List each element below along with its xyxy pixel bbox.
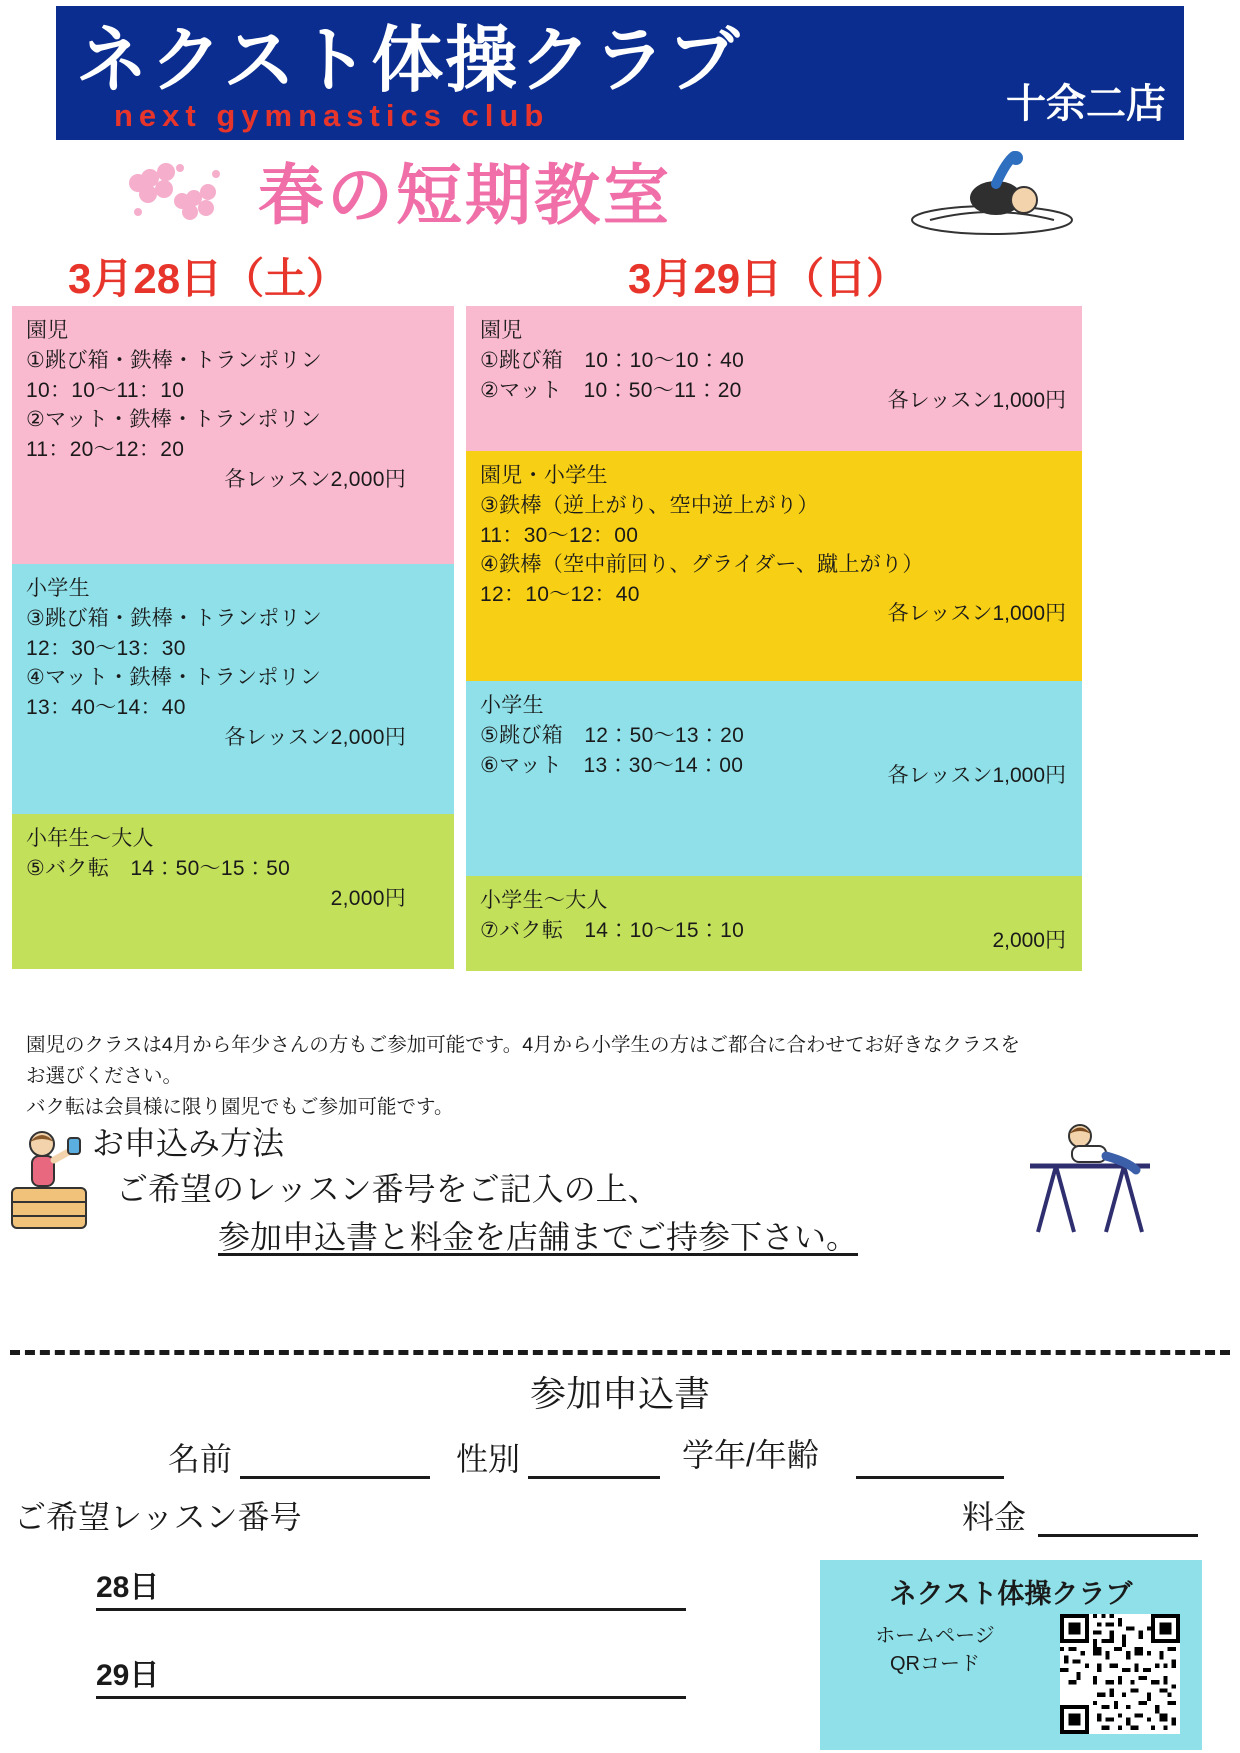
- store-name: 十余二店: [1006, 82, 1166, 126]
- apply-line-2: 参加申込書と料金を店舗までご持参下さい。: [218, 1219, 859, 1255]
- note-line: お選びください。: [26, 1065, 183, 1088]
- block-line: ②マット 10：50〜11：20: [480, 378, 742, 402]
- header-banner: [56, 6, 1184, 140]
- name-label: 名前: [168, 1441, 233, 1477]
- fee-field[interactable]: [1038, 1534, 1198, 1537]
- qr-caption-line-2: QRコード: [890, 1653, 980, 1675]
- note-line: 園児のクラスは4月から年少さんの方もご参加可能です。4月から小学生の方はご都合に合わせてお好きなクラスを: [26, 1034, 1020, 1056]
- grade-field[interactable]: [856, 1476, 1004, 1479]
- form-title: 参加申込書: [529, 1373, 710, 1414]
- block-line: 小年生〜大人: [26, 827, 154, 850]
- schedule-block: [466, 876, 1082, 971]
- child-vault-icon: [8, 1126, 92, 1236]
- block-line: ①跳び箱・鉄棒・トランポリン: [26, 348, 323, 372]
- block-line: 園児: [480, 319, 523, 342]
- lesson-number-label: ご希望レッスン番号: [14, 1499, 302, 1535]
- block-line: ①跳び箱 10：10〜10：40: [480, 348, 745, 372]
- subtitle-row: [0, 142, 1240, 238]
- schedule-block: [466, 681, 1082, 876]
- page-title-english: next gymnastics club: [114, 98, 550, 133]
- lesson-28-label: 28日: [96, 1571, 160, 1604]
- block-line: ④マット・鉄棒・トランポリン: [26, 666, 322, 690]
- block-line: ④鉄棒（空中前回り、グライダー、蹴上がり）: [480, 553, 924, 577]
- block-price: 各レッスン1,000円: [887, 389, 1066, 412]
- schedule-block: [12, 306, 454, 564]
- block-line: 12：30〜13：30: [26, 636, 186, 660]
- schedule-column-day2: [466, 306, 1082, 971]
- schedule-block: [12, 564, 454, 814]
- block-line: ⑤跳び箱 12：50〜13：20: [480, 723, 745, 747]
- gender-field[interactable]: [528, 1476, 660, 1479]
- qr-caption: [840, 1622, 1030, 1678]
- gymnast-bar-icon: [1020, 1120, 1160, 1238]
- lesson-29-field[interactable]: [96, 1696, 686, 1699]
- block-line: 小学生〜大人: [480, 889, 608, 912]
- block-line: ③鉄棒（逆上がり、空中逆上がり）: [480, 493, 819, 517]
- block-line: ⑦バク転 14：10〜15：10: [480, 918, 745, 942]
- block-line: ③跳び箱・鉄棒・トランポリン: [26, 606, 323, 630]
- lesson-29-label: 29日: [96, 1659, 160, 1692]
- form-row-personal: [0, 1430, 1240, 1482]
- schedule-block: [466, 451, 1082, 681]
- schedule-block: [466, 306, 1082, 451]
- block-price: 各レッスン1,000円: [887, 602, 1066, 625]
- lesson-28-field[interactable]: [96, 1608, 686, 1611]
- block-price: 各レッスン2,000円: [224, 468, 406, 492]
- block-line: 園児: [26, 319, 69, 342]
- block-line: 小学生: [26, 577, 90, 600]
- block-line: ②マット・鉄棒・トランポリン: [26, 408, 322, 432]
- schedule-block: [12, 814, 454, 969]
- schedule-column-day1: [12, 306, 454, 969]
- page-title: ネクスト体操クラブ: [76, 21, 742, 101]
- date-header-day2: 3月29日（日）: [628, 255, 909, 302]
- block-line: ⑤バク転 14：50〜15：50: [26, 856, 291, 880]
- note-line: バク転は会員様に限り園児でもご参加可能です。: [26, 1096, 454, 1119]
- block-line: 12：10〜12：40: [480, 583, 640, 607]
- qr-caption-line-1: ホームページ: [875, 1625, 995, 1647]
- block-line: ⑥マット 13：30〜14：00: [480, 753, 744, 777]
- block-line: 11：30〜12：00: [480, 523, 639, 547]
- grade-label: 学年/年齢: [682, 1437, 819, 1473]
- cut-line-divider: [10, 1350, 1230, 1355]
- subtitle-text: 春の短期教室: [258, 158, 672, 232]
- block-line: 13：40〜14：40: [26, 696, 186, 720]
- block-price: 各レッスン1,000円: [887, 764, 1066, 787]
- block-line: 小学生: [480, 694, 544, 717]
- date-header-day1: 3月28日（土）: [68, 255, 349, 302]
- block-price: 各レッスン2,000円: [224, 726, 406, 750]
- gender-label: 性別: [456, 1441, 521, 1477]
- how-to-apply-section: [0, 1118, 1240, 1255]
- fee-label: 料金: [962, 1499, 1027, 1535]
- sakura-flower-icon: [120, 156, 230, 226]
- apply-title: お申込み方法: [92, 1125, 285, 1161]
- block-price: 2,000円: [992, 929, 1066, 952]
- block-line: 10：10〜11：10: [26, 378, 185, 402]
- gymnast-mat-icon: [900, 150, 1080, 236]
- qr-club-name: ネクスト体操クラブ: [889, 1579, 1133, 1609]
- block-price: 2,000円: [330, 886, 406, 910]
- block-line: 園児・小学生: [480, 464, 608, 487]
- block-line: 11：20〜12：20: [26, 438, 185, 462]
- qr-box: [820, 1560, 1202, 1750]
- name-field[interactable]: [240, 1476, 430, 1479]
- qr-code-icon[interactable]: [1060, 1614, 1180, 1734]
- notes-section: [26, 1030, 1216, 1124]
- apply-line-1: ご希望のレッスン番号をご記入の上、: [116, 1171, 660, 1207]
